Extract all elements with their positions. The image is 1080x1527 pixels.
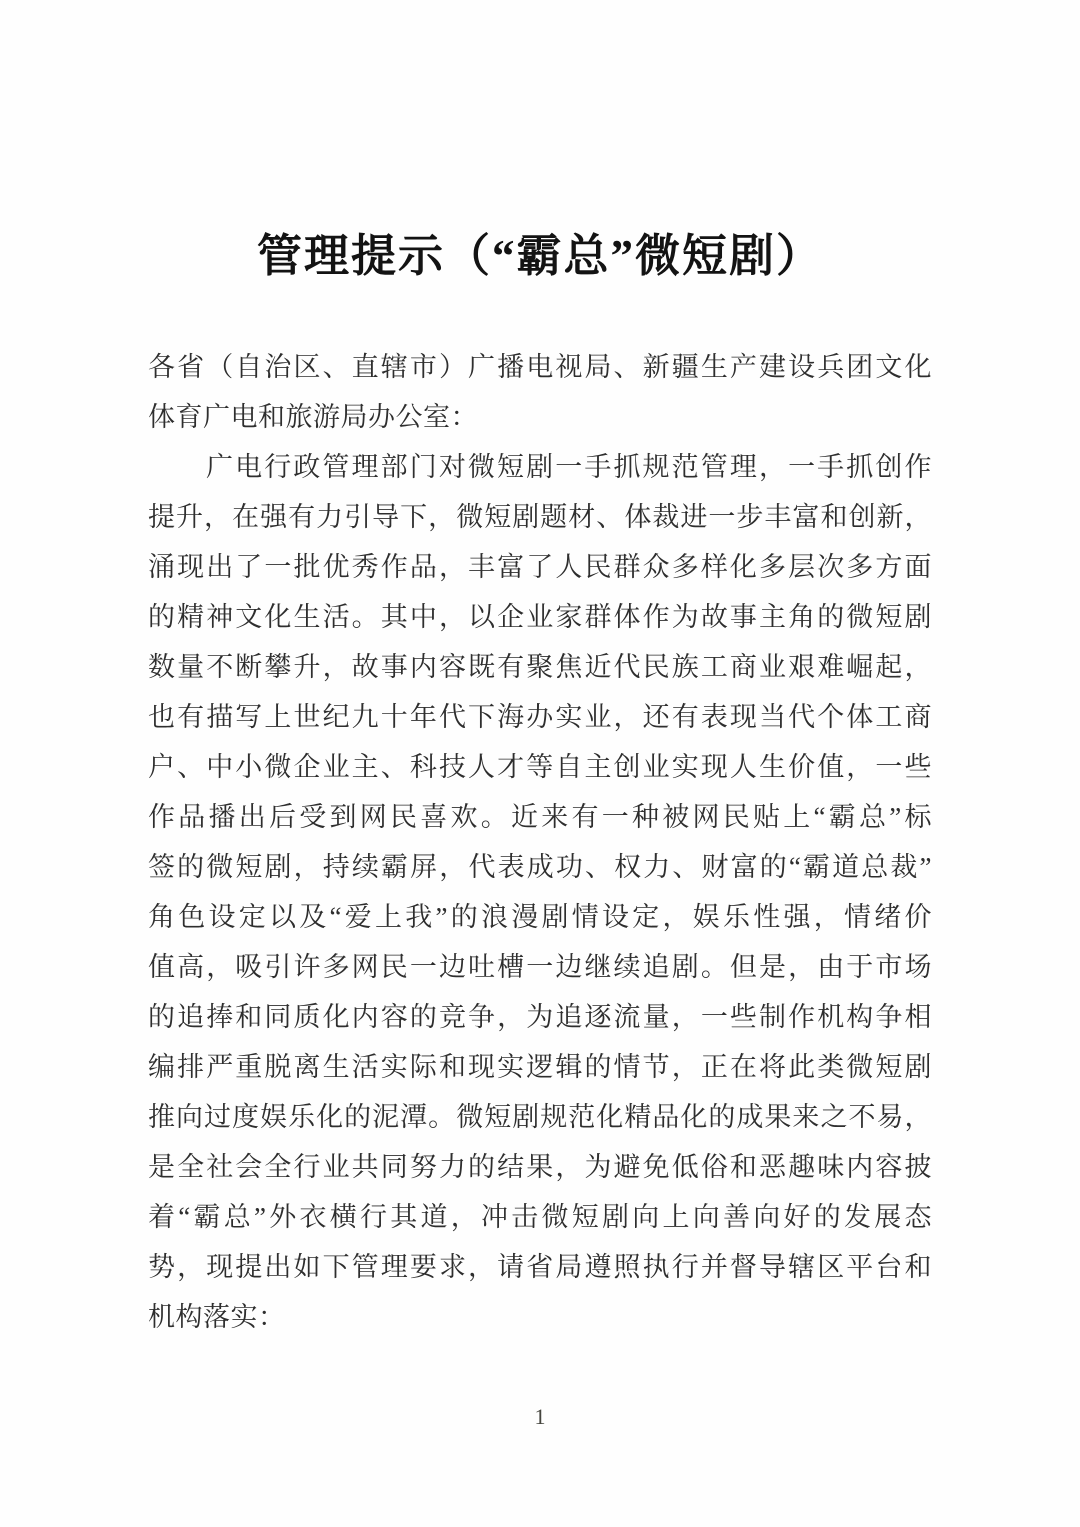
text-line: 着“霸总”外衣横行其道，冲击微短剧向上向善向好的发展态 bbox=[148, 1202, 932, 1232]
page-number: 1 bbox=[534, 1404, 546, 1429]
text-line: 提升，在强有力引导下，微短剧题材、体裁进一步丰富和创新， bbox=[148, 502, 932, 532]
text-line: 各省（自治区、直辖市）广播电视局、新疆生产建设兵团文化 bbox=[148, 352, 932, 382]
text-line: 数量不断攀升，故事内容既有聚焦近代民族工商业艰难崛起， bbox=[148, 652, 932, 682]
text-line: 广电行政管理部门对微短剧一手抓规范管理，一手抓创作 bbox=[206, 452, 932, 482]
text-line: 体育广电和旅游局办公室： bbox=[148, 402, 478, 432]
text-line: 编排严重脱离生活实际和现实逻辑的情节，正在将此类微短剧 bbox=[148, 1052, 932, 1082]
text-line: 作品播出后受到网民喜欢。近来有一种被网民贴上“霸总”标 bbox=[148, 802, 932, 832]
text-line: 推向过度娱乐化的泥潭。微短剧规范化精品化的成果来之不易， bbox=[148, 1102, 932, 1132]
text-line: 的精神文化生活。其中，以企业家群体作为故事主角的微短剧 bbox=[148, 602, 932, 632]
text-line: 签的微短剧，持续霸屏，代表成功、权力、财富的“霸道总裁” bbox=[148, 852, 932, 882]
document-title: 管理提示（“霸总”微短剧） bbox=[256, 231, 823, 281]
text-line: 值高，吸引许多网民一边吐槽一边继续追剧。但是，由于市场 bbox=[148, 952, 932, 982]
text-line: 是全社会全行业共同努力的结果，为避免低俗和恶趣味内容披 bbox=[148, 1152, 932, 1182]
text-line: 机构落实： bbox=[148, 1302, 286, 1332]
document-body bbox=[148, 342, 932, 1342]
text-line: 也有描写上世纪九十年代下海办实业，还有表现当代个体工商 bbox=[148, 702, 932, 732]
text-line: 涌现出了一批优秀作品，丰富了人民群众多样化多层次多方面 bbox=[148, 552, 932, 582]
text-line: 户、中小微企业主、科技人才等自主创业实现人生价值，一些 bbox=[148, 752, 932, 782]
text-line: 角色设定以及“爱上我”的浪漫剧情设定，娱乐性强，情绪价 bbox=[148, 902, 932, 932]
text-line: 势，现提出如下管理要求，请省局遵照执行并督导辖区平台和 bbox=[148, 1252, 932, 1282]
text-line: 的追捧和同质化内容的竞争，为追逐流量，一些制作机构争相 bbox=[148, 1002, 932, 1032]
